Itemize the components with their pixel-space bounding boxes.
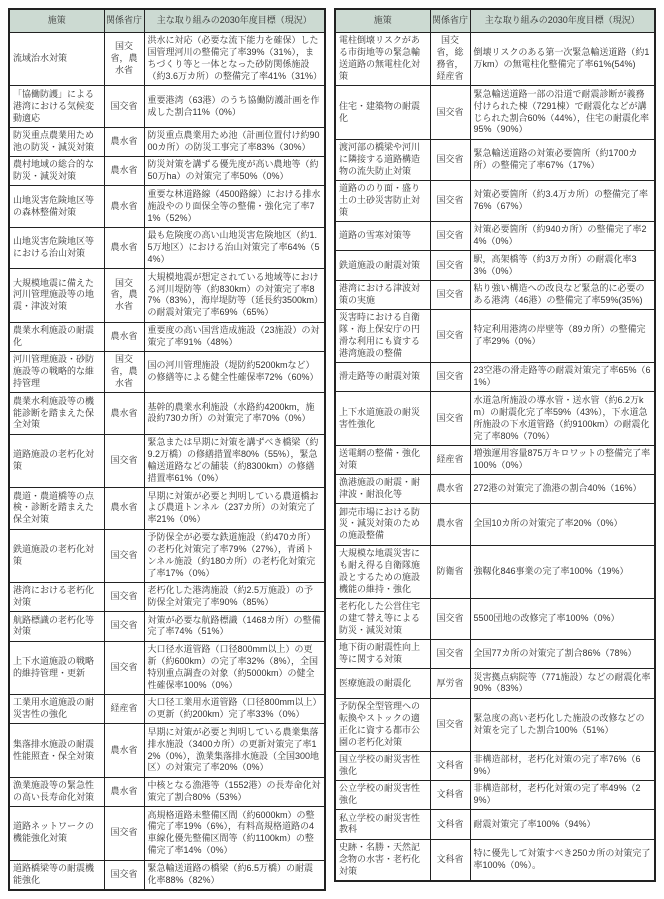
ministry-cell: 文科省 — [430, 810, 470, 839]
target-cell: 災害拠点病院等（771施設）などの耐震化率90%（83%） — [470, 669, 655, 698]
table-row — [9, 641, 325, 694]
ministry-cell: 国交省 — [104, 807, 144, 860]
ministry-cell: 国交省 — [430, 251, 470, 280]
column-header-target: 主な取り組みの2030年度目標（現況） — [470, 9, 655, 33]
measure-cell: 防災重点農業用ため池の防災・減災対策 — [9, 127, 104, 156]
ministry-cell: 農水省 — [104, 127, 144, 156]
ministry-cell: 国交省 — [104, 434, 144, 487]
table-row — [9, 860, 325, 890]
ministry-cell: 国交省，農水省 — [104, 33, 144, 86]
table-row — [335, 445, 655, 474]
measure-cell: 渡河部の橋梁や河川に隣接する道路構造物の流失防止対策 — [335, 139, 430, 180]
target-cell: 増強運用容量875万キロワットの整備完了率100%（0%） — [470, 445, 655, 474]
ministry-cell: 国交省 — [430, 598, 470, 639]
measure-cell: 大規模な地震災害にも耐え得る自衛隊施設とするための施設機能の維持・強化 — [335, 545, 430, 598]
measure-cell: 滑走路等の耐震対策 — [335, 363, 430, 392]
right-policy-table — [334, 8, 656, 882]
ministry-cell: 国交省 — [104, 612, 144, 641]
ministry-cell: 国交省 — [430, 180, 470, 221]
measure-cell: 鉄道施設の耐震対策 — [335, 251, 430, 280]
ministry-cell: 国交省，農水省 — [104, 269, 144, 322]
table-row — [9, 33, 325, 86]
ministry-cell: 農水省 — [104, 777, 144, 806]
target-cell: 防災対策を講ずる優先度が高い農地等（約50万ha）の対策完了率50%（0%） — [144, 157, 325, 186]
table-row — [9, 529, 325, 582]
measure-cell: 農村地域の総合的な防災・減災対策 — [9, 157, 104, 186]
ministry-cell: 経産省 — [430, 445, 470, 474]
measure-cell: 工業用水道施設の耐災害性の強化 — [9, 695, 104, 724]
target-cell: 大口径水道管路（口径800mm以上）の更新（約600km）の完了率32%（8%），全国特別重点調査の対象（約5000km）の健全性確保率100%（0%） — [144, 641, 325, 694]
measure-cell: 私立学校の耐災害性教科 — [335, 810, 430, 839]
table-row — [9, 612, 325, 641]
ministry-cell: 農水省 — [104, 724, 144, 777]
table-row — [9, 807, 325, 860]
measure-cell: 山地災害危険地区等における治山対策 — [9, 227, 104, 268]
ministry-cell: 国交省 — [104, 641, 144, 694]
target-cell: 倒壊リスクのある第一次緊急輸送道路（約1万km）の無電柱化整備完了率61%(54%) — [470, 33, 655, 86]
measure-cell: 山地災害危険地区等の森林整備対策 — [9, 186, 104, 227]
target-cell: 5500団地の改修完了率100%（0%） — [470, 598, 655, 639]
table-row — [9, 269, 325, 322]
ministry-cell: 農水省 — [104, 393, 144, 434]
ministry-cell: 厚労省 — [430, 669, 470, 698]
ministry-cell: 国交省 — [430, 640, 470, 669]
target-cell: 緊急または早期に対策を講ずべき橋梁（約9.2万橋）の修繕措置率80%（55%），緊急輸送道路などの舗装（約8300km）の修繕措置率61%（0%） — [144, 434, 325, 487]
ministry-cell: 国交省 — [430, 309, 470, 362]
measure-cell: 航路標識の老朽化等対策 — [9, 612, 104, 641]
measure-cell: 卸売市場における防災・減災対策のための施設整備 — [335, 504, 430, 545]
ministry-cell: 国交省 — [104, 582, 144, 611]
target-cell: 大口径工業用水道管路（口径800mm以上）の更新（約200km）完了率33%（0%） — [144, 695, 325, 724]
ministry-cell: 国交省 — [430, 222, 470, 251]
target-cell: 防災重点農業用ため池（計画位置付け約9000カ所）の防災工事完了率83%（30%） — [144, 127, 325, 156]
ministry-cell: 国交省 — [430, 86, 470, 139]
column-header-target: 主な取り組みの2030年度目標（現況） — [144, 9, 325, 33]
table-row — [335, 309, 655, 362]
table-row — [335, 139, 655, 180]
target-cell: 緊急度の高い老朽化した施設の改修などの対策を完了した割合100%（51%） — [470, 698, 655, 751]
target-cell: 国の河川管理施設（堤防約5200kmなど）の修繕等による健全性確保率72%（60%） — [144, 351, 325, 392]
ministry-cell: 国交省 — [104, 86, 144, 127]
measure-cell: 道路ネットワークの機能強化対策 — [9, 807, 104, 860]
measure-cell: 農道・農道橋等の点検・診断を踏まえた保全対策 — [9, 488, 104, 529]
ministry-cell: 農水省 — [104, 227, 144, 268]
ministry-cell: 農水省 — [430, 475, 470, 504]
target-cell: 緊急輸送道路の対策必要箇所（約1700カ所）の整備完了率67%（17%） — [470, 139, 655, 180]
ministry-cell: 国交省，総務省，経産省 — [430, 33, 470, 86]
ministry-cell: 国交省 — [104, 529, 144, 582]
table-row — [9, 322, 325, 351]
measure-cell: 鉄道施設の老朽化対策 — [9, 529, 104, 582]
left-table-body — [9, 33, 325, 891]
target-cell: 272港の対策完了漁港の割合40%（16%） — [470, 475, 655, 504]
table-row — [335, 33, 655, 86]
target-cell: 非構造部材，老朽化対策の完了率49%（29%） — [470, 781, 655, 810]
left-header-row — [9, 9, 325, 33]
target-cell: 対策必要箇所（約940カ所）の整備完了率24%（0%） — [470, 222, 655, 251]
column-header-ministry: 関係省庁 — [430, 9, 470, 33]
target-cell: 非構造部材，老朽化対策の完了率76%（69%） — [470, 751, 655, 780]
ministry-cell: 国交省 — [430, 392, 470, 445]
target-cell: 基幹的農業水利施設（水路約4200km，施設約730カ所）の対策完了率70%（0%） — [144, 393, 325, 434]
measure-cell: 住宅・建築物の耐震化 — [335, 86, 430, 139]
table-row — [9, 777, 325, 806]
ministry-cell: 文科省 — [430, 839, 470, 881]
table-row — [9, 157, 325, 186]
ministry-cell: 文科省 — [430, 751, 470, 780]
table-row — [335, 598, 655, 639]
measure-cell: 道路ののり面・盛り土の土砂災害防止対策 — [335, 180, 430, 221]
target-cell: 対策が必要な航路標識（1468カ所）の整備完了率74%（51%） — [144, 612, 325, 641]
measure-cell: 予防保全型管理への転換やストックの適正化に資する都市公園の老朽化対策 — [335, 698, 430, 751]
table-row — [9, 695, 325, 724]
column-header-measure: 施策 — [335, 9, 430, 33]
measure-cell: 港湾における津波対策の実施 — [335, 280, 430, 309]
table-row — [335, 251, 655, 280]
table-row — [9, 393, 325, 434]
table-row — [335, 698, 655, 751]
table-row — [335, 545, 655, 598]
table-row — [335, 222, 655, 251]
right-table-body — [335, 33, 655, 882]
ministry-cell: 国交省，農水省 — [104, 351, 144, 392]
measure-cell: 電柱倒壊リスクがある市街地等の緊急輸送道路の無電柱化対策 — [335, 33, 430, 86]
measure-cell: 道路橋梁等の耐震機能強化 — [9, 860, 104, 890]
target-cell: 早期に対策が必要と判明している農業集落排水施設（3400カ所）の更新対策完了率12%（0%），漁業集落排水施設（全国300地区）の対策完了率20%（0%） — [144, 724, 325, 777]
target-cell: 予防保全が必要な鉄道施設（約470カ所）の老朽化対策完了率79%（27%），青函トンネル施設（約180カ所）の老朽化対策完了率17%（0%） — [144, 529, 325, 582]
table-row — [335, 180, 655, 221]
measure-cell: 上下水道施設の戦略的維持管理・更新 — [9, 641, 104, 694]
ministry-cell: 農水省 — [104, 186, 144, 227]
ministry-cell: 農水省 — [104, 322, 144, 351]
target-cell: 早期に対策が必要と判明している農道橋および農道トンネル（237カ所）の対策完了率21%（0%） — [144, 488, 325, 529]
target-cell: 対策必要箇所（約3.4万カ所）の整備完了率76%（67%） — [470, 180, 655, 221]
ministry-cell: 国交省 — [430, 363, 470, 392]
measure-cell: 道路施設の老朽化対策 — [9, 434, 104, 487]
table-row — [9, 488, 325, 529]
table-row — [335, 669, 655, 698]
measure-cell: 河川管理施設・砂防施設等の戦略的な維持管理 — [9, 351, 104, 392]
measure-cell: 流域治水対策 — [9, 33, 104, 86]
left-policy-table — [8, 8, 326, 891]
table-row — [335, 781, 655, 810]
target-cell: 老朽化した港湾施設（約2.5万施設）の予防保全対策完了率90%（85%） — [144, 582, 325, 611]
ministry-cell: 防衛省 — [430, 545, 470, 598]
target-cell: 特定利用港湾の岸壁等（89カ所）の整備完了率29%（0%） — [470, 309, 655, 362]
target-cell: 中核となる漁港等（1552港）の長寿命化対策完了割合80%（53%） — [144, 777, 325, 806]
target-cell: 水道急所施設の導水管・送水管（約6.2万km）の耐震化完了率59%（43%），下水道急所施設の下水道管路（約9100km）の耐震化完了率80%（70%） — [470, 392, 655, 445]
measure-cell: 「協働防護」による港湾における気候変動適応 — [9, 86, 104, 127]
target-cell: 洪水に対応（必要な流下能力を確保）した国管理河川の整備完了率39%（31%），まちづくり等と一体となった砂防関係施設（約3.6万カ所）の整備完了率41%（31%） — [144, 33, 325, 86]
measure-cell: 港湾における老朽化対策 — [9, 582, 104, 611]
measure-cell: 大規模地震に備えた河川管理施設等の地震・津波対策 — [9, 269, 104, 322]
measure-cell: 漁業施設等の緊急性の高い長寿命化対策 — [9, 777, 104, 806]
table-row — [335, 280, 655, 309]
ministry-cell: 経産省 — [104, 695, 144, 724]
ministry-cell: 農水省 — [104, 157, 144, 186]
target-cell: 強靱化846事業の完了率100%（19%） — [470, 545, 655, 598]
target-cell: 駅，高架橋等（約3万カ所）の耐震化率33%（0%） — [470, 251, 655, 280]
target-cell: 高規格道路未整備区間（約6000km）の整備完了率19%（6%），有料高規格道路の4車線化優先整備区間等（約1100km）の整備完了率14%（0%） — [144, 807, 325, 860]
ministry-cell: 文科省 — [430, 781, 470, 810]
measure-cell: 農業水利施設等の機能診断を踏まえた保全対策 — [9, 393, 104, 434]
measure-cell: 集落排水施設の耐震性能照査・保全対策 — [9, 724, 104, 777]
target-cell: 緊急輸送道路一部の沿道で耐震診断が義務付けられた棟（7291棟）で耐震化などが講じられた割合60%（44%），住宅の耐震化率95%（90%） — [470, 86, 655, 139]
table-row — [9, 186, 325, 227]
measure-cell: 地下街の耐震性向上等に関する対策 — [335, 640, 430, 669]
measure-cell: 漁港施設の耐震・耐津波・耐浪化等 — [335, 475, 430, 504]
target-cell: 粘り強い構造への改良など緊急的に必要のある港湾（46港）の整備完了率59%(35%) — [470, 280, 655, 309]
table-row — [9, 127, 325, 156]
table-row — [9, 351, 325, 392]
target-cell: 重要港湾（63港）のうち協働防護計画を作成した割合11%（0%） — [144, 86, 325, 127]
table-row — [9, 724, 325, 777]
ministry-cell: 農水省 — [104, 488, 144, 529]
table-row — [335, 363, 655, 392]
target-cell: 全国10カ所の対策完了率20%（0%） — [470, 504, 655, 545]
ministry-cell: 国交省 — [430, 280, 470, 309]
measure-cell: 災害時における自衛隊・海上保安庁の円滑な利用にも資する港湾施設の整備 — [335, 309, 430, 362]
measure-cell: 国立学校の耐災害性強化 — [335, 751, 430, 780]
column-header-measure: 施策 — [9, 9, 104, 33]
ministry-cell: 国交省 — [104, 860, 144, 890]
measure-cell: 上下水道施設の耐災害性強化 — [335, 392, 430, 445]
measure-cell: 史跡・名勝・天然記念物の水害・老朽化対策 — [335, 839, 430, 881]
measure-cell: 農業水利施設の耐震化 — [9, 322, 104, 351]
table-row — [9, 86, 325, 127]
target-cell: 全国77カ所の対策完了割合86%（78%） — [470, 640, 655, 669]
ministry-cell: 国交省 — [430, 139, 470, 180]
table-row — [335, 86, 655, 139]
target-cell: 耐震対策完了率100%（94%） — [470, 810, 655, 839]
table-row — [335, 640, 655, 669]
target-cell: 特に優先して対策すべき250カ所の対策完了率100%（0%）。 — [470, 839, 655, 881]
measure-cell: 老朽化した公営住宅の建て替え等による防災・減災対策 — [335, 598, 430, 639]
measure-cell: 道路の雪寒対策等 — [335, 222, 430, 251]
right-header-row — [335, 9, 655, 33]
measure-cell: 送電網の整備・強化対策 — [335, 445, 430, 474]
column-header-ministry: 関係省庁 — [104, 9, 144, 33]
table-row — [335, 751, 655, 780]
target-cell: 23空港の滑走路等の耐震対策完了率65%（61%） — [470, 363, 655, 392]
table-row — [9, 434, 325, 487]
target-cell: 重要な林道路線（4500路線）における排水施設やのり面保全等の整備・強化完了率71%（52%） — [144, 186, 325, 227]
table-row — [335, 810, 655, 839]
target-cell: 大規模地震が想定されている地域等における河川堤防等（約830km）の対策完了率87%（83%），海岸堤防等（延長約3500km）の耐震対策完了率69%（65%） — [144, 269, 325, 322]
table-row — [335, 504, 655, 545]
measure-cell: 公立学校の耐災害性強化 — [335, 781, 430, 810]
ministry-cell: 国交省 — [430, 698, 470, 751]
measure-cell: 医療施設の耐震化 — [335, 669, 430, 698]
target-cell: 緊急輸送道路の橋梁（約6.5万橋）の耐震化率88%（82%） — [144, 860, 325, 890]
table-row — [335, 475, 655, 504]
table-row — [9, 582, 325, 611]
target-cell: 最も危険度の高い山地災害危険地区（約1.5万地区）における治山対策完了率64%（54%） — [144, 227, 325, 268]
table-row — [9, 227, 325, 268]
ministry-cell: 農水省 — [430, 504, 470, 545]
table-row — [335, 392, 655, 445]
table-row — [335, 839, 655, 881]
target-cell: 重要度の高い国営造成施設（23施設）の対策完了率91%（48%） — [144, 322, 325, 351]
